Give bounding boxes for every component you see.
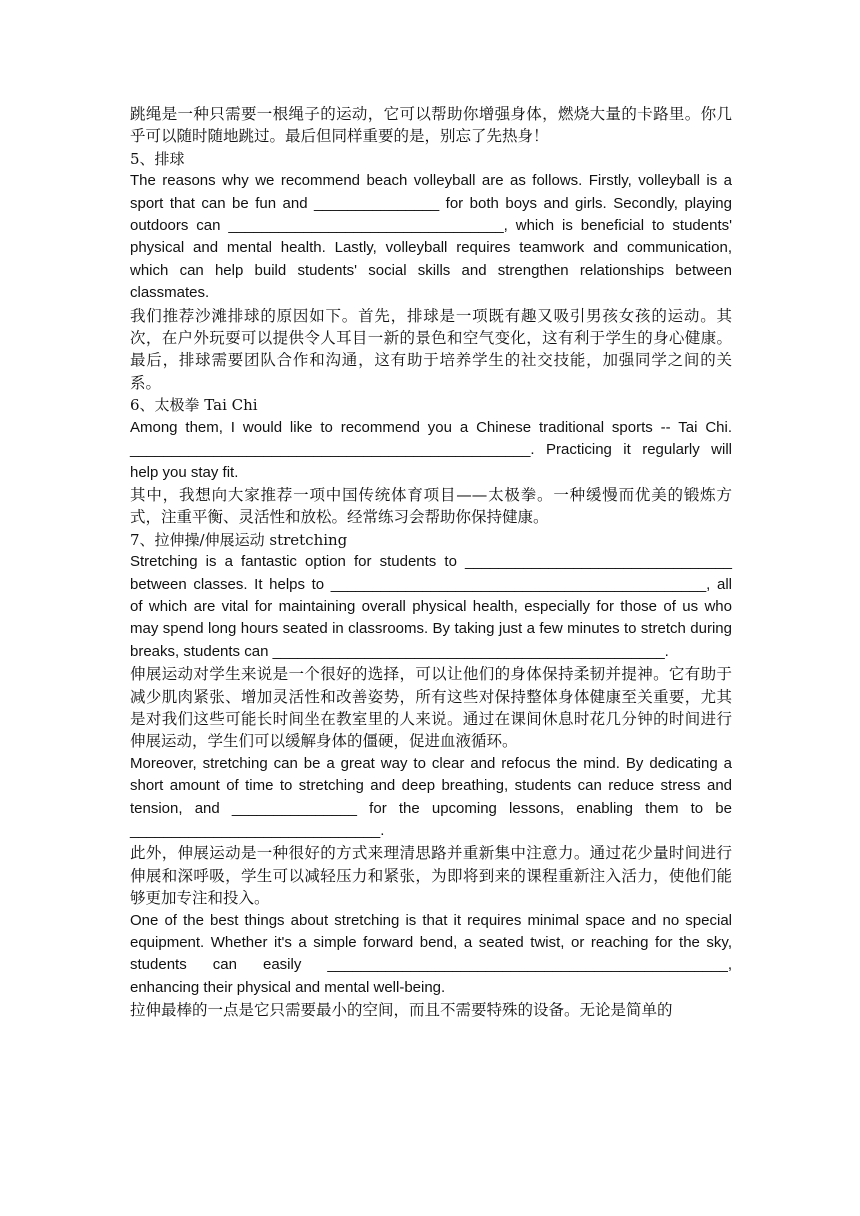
- paragraph-zh-volleyball: 我们推荐沙滩排球的原因如下。首先，排球是一项既有趣又吸引男孩女孩的运动。其次，在户外玩耍可以提供令人耳目一新的景色和空气变化，这有利于学生的身心健康。最后，排球需要团队合作和沟通，这有助于培养学生的社交技能，加强同学之间的关系。: [130, 306, 732, 392]
- paragraph-en-tai-chi: Among them, I would like to recommend you a Chinese traditional sports -- Tai Chi. ________________________________________________. Practicing it regularly will help you stay fit.: [130, 418, 732, 481]
- paragraph-zh-tai-chi: 其中，我想向大家推荐一项中国传统体育项目——太极拳。一种缓慢而优美的锻炼方式，注重平衡、灵活性和放松。经常练习会帮助你保持健康。: [130, 485, 732, 527]
- paragraph-en-stretching-1: Stretching is a fantastic option for students to ________________________________ between classes. It helps to _____________________________________________, all of which are vital for maintaining overall physical health, especially for those of us who may spend long hours seated in classrooms. By taking just a few minutes to stretch during breaks, students can _______________________________________________.: [130, 553, 732, 660]
- paragraph-en-stretching-3: One of the best things about stretching is that it requires minimal space and no special equipment. Whether it's a simple forward bend, a seated twist, or reaching for the sky, students can easily ________________________________________________, enhancing their physical and mental well-being.: [130, 911, 732, 996]
- paragraph-zh-stretching-1: 伸展运动对学生来说是一个很好的选择，可以让他们的身体保持柔韧并提神。它有助于减少肌肉紧张、增加灵活性和改善姿势，所有这些对保持整体身体健康至关重要，尤其是对我们这些可能长时间坐在教室里的人来说。通过在课间休息时花几分钟的时间进行伸展运动，学生们可以缓解身体的僵硬，促进血液循环。: [130, 665, 732, 751]
- heading-stretching: 7、拉伸操/伸展运动 stretching: [130, 530, 348, 549]
- paragraph-zh-stretching-2: 此外，伸展运动是一种很好的方式来理清思路并重新集中注意力。通过花少量时间进行伸展和深呼吸，学生可以减轻压力和紧张，为即将到来的课程重新注入活力，使他们能够更加专注和投入。: [130, 844, 732, 908]
- document-page: [130, 103, 732, 1022]
- paragraph-en-stretching-2: Moreover, stretching can be a great way to clear and refocus the mind. By dedicating a short amount of time to stretching and deep breathing, students can reduce stress and tension, and _______________ for the upcoming lessons, enabling them to be ______________________________.: [130, 754, 732, 839]
- paragraph-en-volleyball: The reasons why we recommend beach volleyball are as follows. Firstly, volleyball is a sport that can be fun and _______________ for both boys and girls. Secondly, playing outdoors can _________________________________, which is beneficial to students' physical and mental health. Lastly, volleyball requires teamwork and communication, which can help build students' social skills and strengthen relationships between classmates.: [130, 172, 732, 302]
- heading-volleyball: 5、排球: [130, 149, 185, 168]
- paragraph-zh-stretching-3: 拉伸最棒的一点是它只需要最小的空间，而且不需要特殊的设备。无论是简单的: [130, 1001, 673, 1020]
- paragraph-zh-jump-rope: 跳绳是一种只需要一根绳子的运动，它可以帮助你增强身体，燃烧大量的卡路里。你几乎可以随时随地跳过。最后但同样重要的是，别忘了先热身！: [130, 105, 732, 146]
- heading-tai-chi: 6、太极拳 Tai Chi: [130, 396, 258, 415]
